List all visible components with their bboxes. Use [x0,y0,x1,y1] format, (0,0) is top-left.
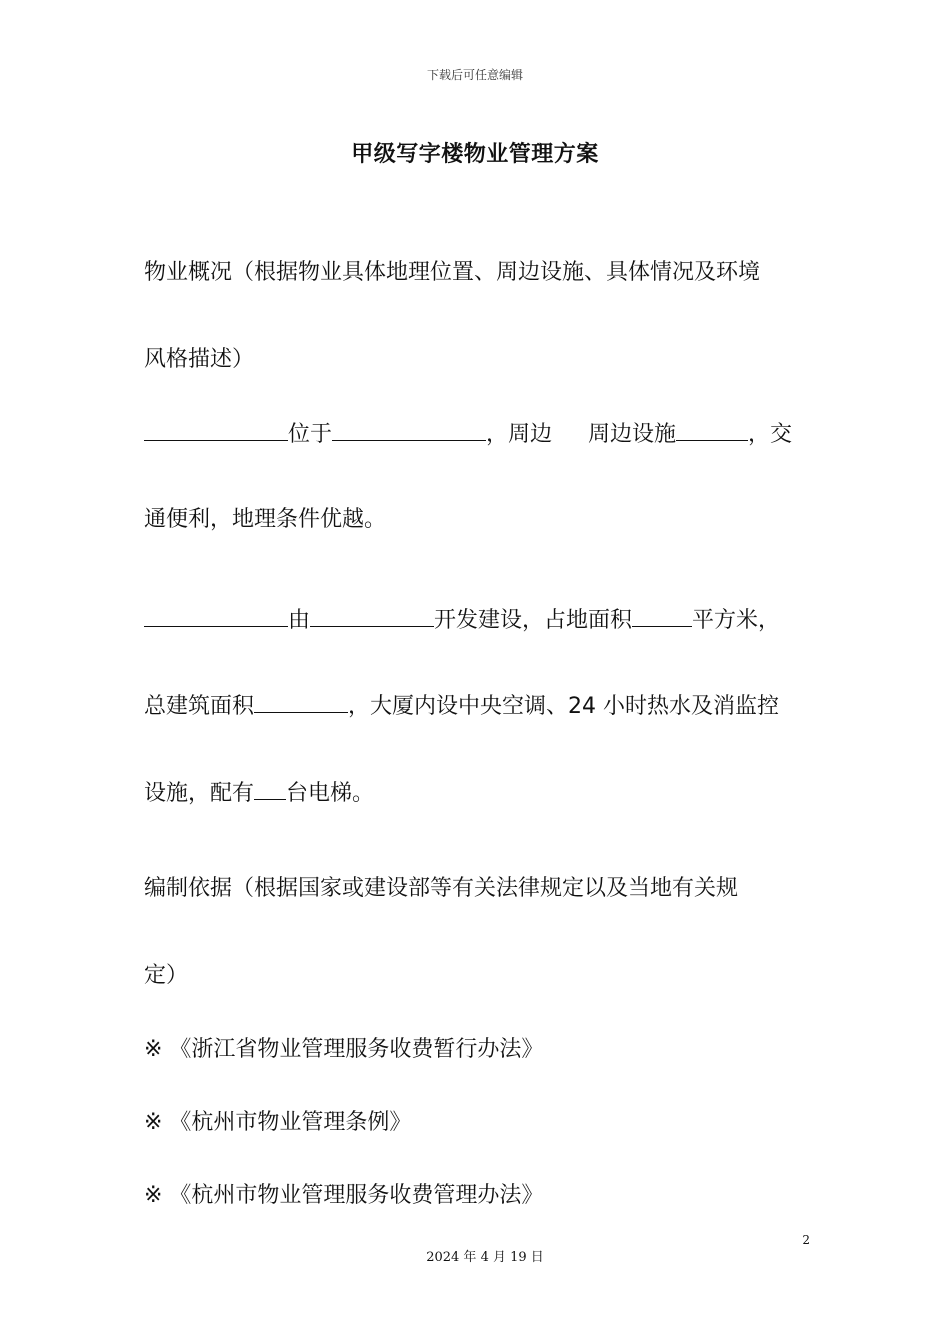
overview-paragraph2-line3 [144,777,814,809]
basis-item-zhejiang-fees: ※ 《浙江省物业管理服务收费暂行办法》 [144,1037,544,1062]
overview-heading-line1: 物业概况（根据物业具体地理位置、周边设施、具体情况及环境 [144,260,761,285]
page-number: 2 [802,1233,810,1247]
basis-item-hangzhou-regulations: ※ 《杭州市物业管理条例》 [144,1110,412,1135]
page-header-note: 下载后可任意编辑 [426,68,523,82]
fill-blank-building-name-2[interactable] [144,604,288,627]
text-surrounding: ，周边 [486,422,553,447]
fill-blank-location[interactable] [332,418,486,441]
document-title: 甲级写字楼物业管理方案 [351,142,599,167]
fill-blank-facilities[interactable] [676,418,748,441]
fill-blank-developer[interactable] [310,604,434,627]
fill-blank-land-area[interactable] [632,604,692,627]
basis-heading-line1: 编制依据（根据国家或建设部等有关法律规定以及当地有关规 [144,876,739,901]
text-total-floor-area: 总建筑面积 [144,694,255,719]
basis-item-hangzhou-fees: ※ 《杭州市物业管理服务收费管理办法》 [144,1183,544,1208]
fill-blank-elevator-count[interactable] [254,777,286,800]
text-by: 由 [288,608,311,633]
text-square-meters: 平方米， [692,608,781,633]
fill-blank-total-area[interactable] [254,690,348,713]
text-building-facilities: ，大厦内设中央空调、24 小时热水及消监控 [348,694,780,719]
overview-paragraph1-line2: 通便利，地理条件优越。 [144,507,387,532]
text-equipped-with: 设施，配有 [144,781,255,806]
text-surrounding-facilities: 周边设施 [588,422,677,447]
footer-date: 2024 年 4 月 19 日 [426,1250,544,1265]
overview-heading-line2: 风格描述） [144,347,255,372]
text-transport: ，交 [748,422,793,447]
overview-paragraph2-line1 [144,604,814,636]
basis-heading-line2: 定） [144,963,189,988]
fill-blank-building-name[interactable] [144,418,288,441]
text-developed-land-area: 开发建设，占地面积 [434,608,633,633]
overview-paragraph2-line2 [144,690,814,722]
overview-paragraph1-line1 [144,418,814,450]
text-located-at: 位于 [288,422,333,447]
text-elevators: 台电梯。 [286,781,375,806]
